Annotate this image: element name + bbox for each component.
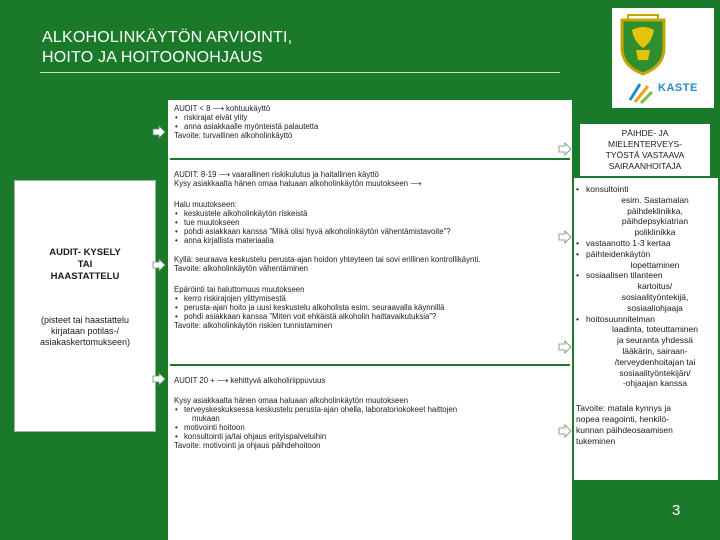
audit-high-block: [174, 376, 568, 450]
center-panel: [168, 100, 572, 540]
nurse-goal-line: Tavoite: matala kynnys ja: [576, 403, 671, 414]
title-underline: [40, 72, 560, 73]
block-goal: Tavoite: alkoholinkäytön riskien tunnistaminen: [174, 321, 333, 330]
list-item: • keskustele alkoholinkäytön riskeistä: [174, 209, 568, 218]
audit-note-line: kirjataan potilas-/: [50, 326, 120, 336]
audit-low-block: [174, 104, 568, 140]
list-item: • riskirajat eivät ylity: [174, 113, 568, 122]
list-item: • motivointi hoitoon: [174, 423, 568, 432]
unsure-label: Epäröinti tai haluttomuus muutokseen: [174, 285, 305, 294]
list-item-continuation: ja seuranta yhdessä: [616, 335, 694, 346]
list-item-continuation: laadinta, toteuttaminen: [611, 324, 698, 335]
list-item-continuation: /terveydenhoitajan tai: [614, 356, 696, 367]
audit-note-line: (pisteet tai haastattelu: [40, 315, 130, 325]
nurse-heading-line: SAIRAANHOITAJA: [608, 161, 682, 171]
list-item-continuation: sosiaaliohjaaja: [627, 302, 683, 313]
section-divider: [170, 158, 570, 160]
list-item-text: päihteidenkäytön: [586, 248, 651, 259]
list-item-continuation: esim. Sastamalan: [621, 194, 689, 205]
list-item: • tue muutokseen: [174, 218, 568, 227]
audit-mid-block: [174, 170, 568, 330]
block-goal: Tavoite: turvallinen alkoholinkäyttö: [174, 131, 293, 140]
block-goal: Tavoite: motivointi ja ohjaus päihdehoitoon: [174, 441, 321, 450]
list-item-continuation: lopettaminen: [630, 259, 680, 270]
list-item: • pohdi asiakkaan kanssa ”Miten voit ehkäistä alkoholin haittavaikutuksia”?: [174, 312, 568, 321]
list-item: • anna asiakkaalle myönteistä palautetta: [174, 122, 568, 131]
kaste-logo-icon: [628, 80, 654, 104]
list-item: • perusta-ajan hoito ja uusi keskustelu alkoholista esim. seuraavalla käynnillä: [174, 303, 568, 312]
list-item: • konsultointi ja/tai ohjaus erityispalveluihin: [174, 432, 568, 441]
nurse-heading: [580, 124, 710, 176]
audit-box: [14, 180, 156, 432]
arrow-right-icon: [152, 125, 166, 139]
kaste-logo-label: KASTE: [658, 82, 698, 94]
arrow-right-icon: [558, 142, 572, 156]
audit-note: [19, 315, 151, 348]
list-item-continuation: mukaan: [192, 414, 220, 423]
nurse-heading-line: MIELENTERVEYS-: [607, 139, 682, 149]
block-text: Kyllä: seuraava keskustelu perusta-ajan hoidon yhteyteen tai sovi erillinen kontrollikäynti.: [174, 255, 481, 264]
audit-heading: [15, 247, 155, 283]
list-item-text: konsultointi: [586, 184, 629, 194]
list-item: [574, 184, 718, 195]
list-item-continuation: sosiaalityöntekijän/: [619, 367, 691, 378]
block-header: AUDIT < 8 ⟶ kohtuukäyttö: [174, 104, 271, 113]
list-item-text: vastaanotto 1-3 kertaa: [586, 237, 671, 248]
page-title: [42, 28, 292, 68]
list-item-continuation: lääkärin, sairaan-: [622, 345, 688, 356]
title-line-1: ALKOHOLINKÄYTÖN ARVIOINTI,: [42, 29, 293, 46]
list-item: • kerro riskirajojen ylittymisestä: [174, 294, 568, 303]
list-item-continuation: päihdeklinikka,: [627, 205, 683, 216]
audit-heading-line: TAI: [77, 259, 93, 270]
block-header: AUDIT: 8-19 ⟶ vaarallinen riskikulutus ja haitallinen käyttö: [174, 170, 379, 179]
list-item: [574, 270, 718, 281]
nurse-goal-line: tukeminen: [576, 435, 616, 446]
section-divider: [170, 364, 570, 366]
block-question: Kysy asiakkaalta hänen omaa haluaan alkoholinkäytön muutokseen ⟶: [174, 179, 422, 188]
list-item: • terveyskeskuksessa keskustelu perusta-ajan ohella, laboratoriokokeet haittojen: [174, 405, 568, 414]
arrow-right-icon: [152, 258, 166, 272]
list-item: [574, 238, 718, 249]
list-item-text: hoitosuunnitelman: [586, 313, 655, 324]
nurse-heading-line: PÄIHDE- JA: [621, 128, 669, 138]
block-question: Kysy asiakkaalta hänen omaa haluaan alkoholinkäytön muutokseen: [174, 396, 409, 405]
arrow-right-icon: [558, 230, 572, 244]
list-item: [574, 314, 718, 325]
audit-heading-line: HAASTATTELU: [50, 271, 120, 282]
audit-heading-line: AUDIT- KYSELY: [49, 247, 121, 258]
nurse-goal-line: kunnan päihdeosaamisen: [576, 424, 673, 435]
nurse-goal-line: nopea reagointi, henkilö-: [576, 413, 670, 424]
arrow-right-icon: [558, 340, 572, 354]
list-item: • anna kirjallista materiaalia: [174, 236, 568, 245]
list-item-continuation: sosiaalityöntekijä,: [621, 291, 689, 302]
arrow-right-icon: [152, 372, 166, 386]
list-item-continuation: -ohjaajan kanssa: [622, 378, 688, 389]
nurse-heading-line: TYÖSTÄ VASTAAVA: [605, 150, 685, 160]
title-line-2: HOITO JA HOITOONOHJAUS: [42, 49, 263, 66]
list-item-continuation: kartoitus/: [637, 281, 673, 292]
list-item-continuation: poliklinikka: [634, 227, 676, 238]
list-item-text: sosiaalisen tilanteen: [586, 270, 663, 281]
coat-of-arms-icon: [618, 14, 668, 76]
arrow-right-icon: [558, 424, 572, 438]
page-number: 3: [672, 502, 681, 519]
nurse-services: [574, 178, 718, 480]
block-header: AUDIT 20 + ⟶ kehittyvä alkoholiriippuvuus: [174, 376, 326, 385]
want-change-label: Halu muutokseen:: [174, 200, 237, 209]
block-goal: Tavoite: alkoholinkäytön vähentäminen: [174, 264, 308, 273]
list-item: • pohdi asiakkaan kanssa ”Mikä olisi hyvä alkoholinkäytön vähentämistavoite”?: [174, 227, 568, 236]
audit-note-line: asiakaskertomukseen): [39, 337, 131, 347]
list-item-continuation: päihdepsykiatrian: [621, 216, 689, 227]
list-item: [574, 249, 718, 260]
